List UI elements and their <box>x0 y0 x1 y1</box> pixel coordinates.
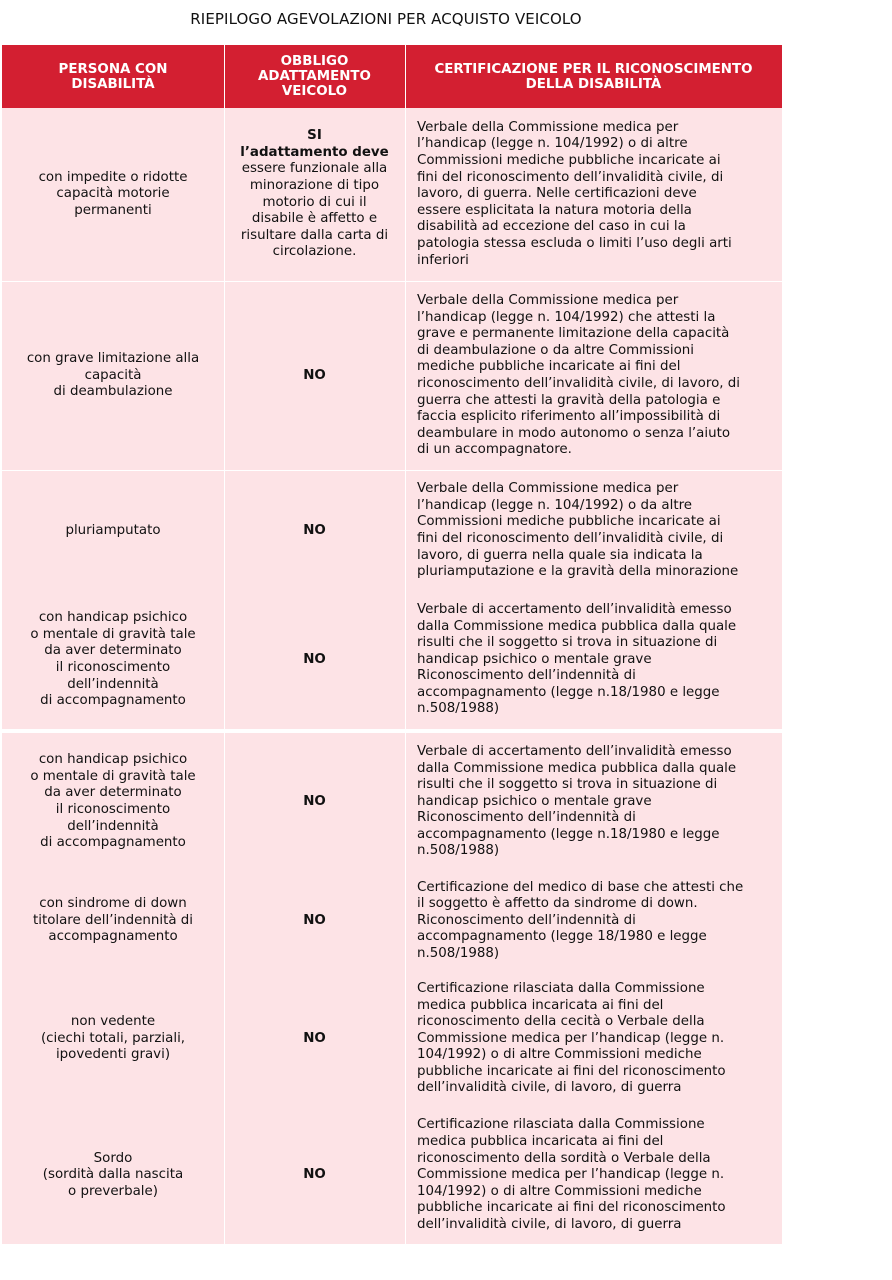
certificazione-cell: Verbale della Commissione medica per l’handicap (legge n. 104/1992) o da altre Commissioni mediche pubbliche incaricate ai fini del riconoscimento dell’invalidità civile, di lavoro, di guerra nella quale sia indicata la pluriamputazione e la gravità della minorazione <box>417 481 739 580</box>
table-section-1 <box>2 108 782 729</box>
obbligo-si: SI <box>307 128 322 144</box>
certificazione-cell: Verbale della Commissione medica per l’handicap (legge n. 104/1992) o di altre Commissioni mediche pubbliche incaricate ai fini del riconoscimento dell’invalidità civile, di lavoro, di guerra. Nelle certificazioni deve essere esplicitata la natura motoria della disabilità ad eccezione del caso in cui la patologia stessa escluda o limiti l’uso degli arti inferiori <box>417 119 732 268</box>
obbligo-cell: NO <box>303 522 326 538</box>
table-header <box>2 45 782 108</box>
persona-cell: con handicap psichico o mentale di gravità tale da aver determinato il riconoscimento dell’indennità di accompagnamento <box>30 610 196 709</box>
persona-cell: pluriamputato <box>65 522 161 538</box>
certificazione-cell: Certificazione rilasciata dalla Commissione medica pubblica incaricata ai fini del riconoscimento della sordità o Verbale della Commissione medica per l’handicap (legge n. 104/1992) o di altre Commissioni mediche pubbliche incaricate ai fini del riconoscimento dell’invalidità civile, di lavoro, di guerra <box>417 1117 726 1232</box>
header-persona: PERSONA CON DISABILITÀ <box>58 61 168 92</box>
obbligo-cell: NO <box>303 1167 326 1183</box>
certificazione-cell: Verbale di accertamento dell’invalidità emesso dalla Commissione medica pubblica dalla quale risulti che il soggetto si trova in situazione di handicap psichico o mentale grave Riconoscimento dell’indennità di accompagnamento (legge n.18/1980 e legge n.508/1988) <box>417 601 737 717</box>
obbligo-cell <box>224 108 405 281</box>
certificazione-cell: Verbale di accertamento dell’invalidità emesso dalla Commissione medica pubblica dalla quale risulti che il soggetto si trova in situazione di handicap psichico o mentale grave Riconoscimento dell’indennità di accompagnamento (legge n.18/1980 e legge n.508/1988) <box>417 743 737 859</box>
obbligo-cell: NO <box>303 651 326 667</box>
persona-cell: Sordo (sordità dalla nascita o preverbale) <box>42 1150 184 1199</box>
table-row <box>2 471 782 591</box>
persona-cell: non vedente (ciechi totali, parziali, ipovedenti gravi) <box>40 1014 186 1063</box>
header-certificazione: CERTIFICAZIONE PER IL RICONOSCIMENTO DELLA DISABILITÀ <box>434 61 753 92</box>
persona-cell: con sindrome di down titolare dell’indennità di accompagnamento <box>32 896 194 945</box>
certificazione-cell: Verbale della Commissione medica per l’handicap (legge n. 104/1992) che attesti la grave e permanente limitazione della capacità di deambulazione o da altre Commissioni mediche pubbliche incaricate ai fini del riconoscimento dell’invalidità civile, di lavoro, di guerra che attesti la gravità della patologia e faccia esplicito riferimento all’impossibilità di deambulare in modo autonomo o senza l’aiuto di un accompagnatore. <box>417 293 740 458</box>
table-section-2 <box>2 733 782 1244</box>
certificazione-cell: Certificazione rilasciata dalla Commissione medica pubblica incaricata ai fini del riconoscimento della cecità o Verbale della Commissione medica per l’handicap (legge n. 104/1992) o di altre Commissioni mediche pubbliche incaricate ai fini del riconoscimento dell’invalidità civile, di lavoro, di guerra <box>417 980 726 1096</box>
obbligo-cell: NO <box>303 912 326 928</box>
persona-cell: con handicap psichico o mentale di gravità tale da aver determinato il riconoscimento dell’indennità di accompagnamento <box>30 752 196 851</box>
header-divider <box>405 45 406 108</box>
table-row <box>2 971 782 1107</box>
obbligo-si-detail-bold: l’adattamento deve <box>240 144 389 160</box>
obbligo-cell: NO <box>303 367 326 383</box>
obbligo-si-detail: essere funzionale alla minorazione di tipo motorio di cui il disabile è affetto e risultare dalla carta di circolazione. <box>240 161 389 260</box>
table-row <box>2 733 782 871</box>
certificazione-cell: Certificazione del medico di base che attesti che il soggetto è affetto da sindrome di down. Riconoscimento dell’indennità di accompagnamento (legge 18/1980 e legge n.508/1988) <box>417 879 744 961</box>
header-obbligo: OBBLIGO ADATTAMENTO VEICOLO <box>258 54 371 99</box>
obbligo-cell: NO <box>303 793 326 809</box>
table-row <box>2 282 782 471</box>
table-row <box>2 591 782 729</box>
obbligo-cell: NO <box>303 1030 326 1046</box>
header-divider <box>224 45 225 108</box>
persona-cell: con impedite o ridotte capacità motorie permanenti <box>38 169 188 218</box>
persona-cell: con grave limitazione alla capacità di deambulazione <box>26 351 200 400</box>
document-title: RIEPILOGO AGEVOLAZIONI PER ACQUISTO VEICOLO <box>190 10 582 28</box>
table-row <box>2 1107 782 1244</box>
table-row <box>2 871 782 971</box>
table-row <box>2 108 782 282</box>
